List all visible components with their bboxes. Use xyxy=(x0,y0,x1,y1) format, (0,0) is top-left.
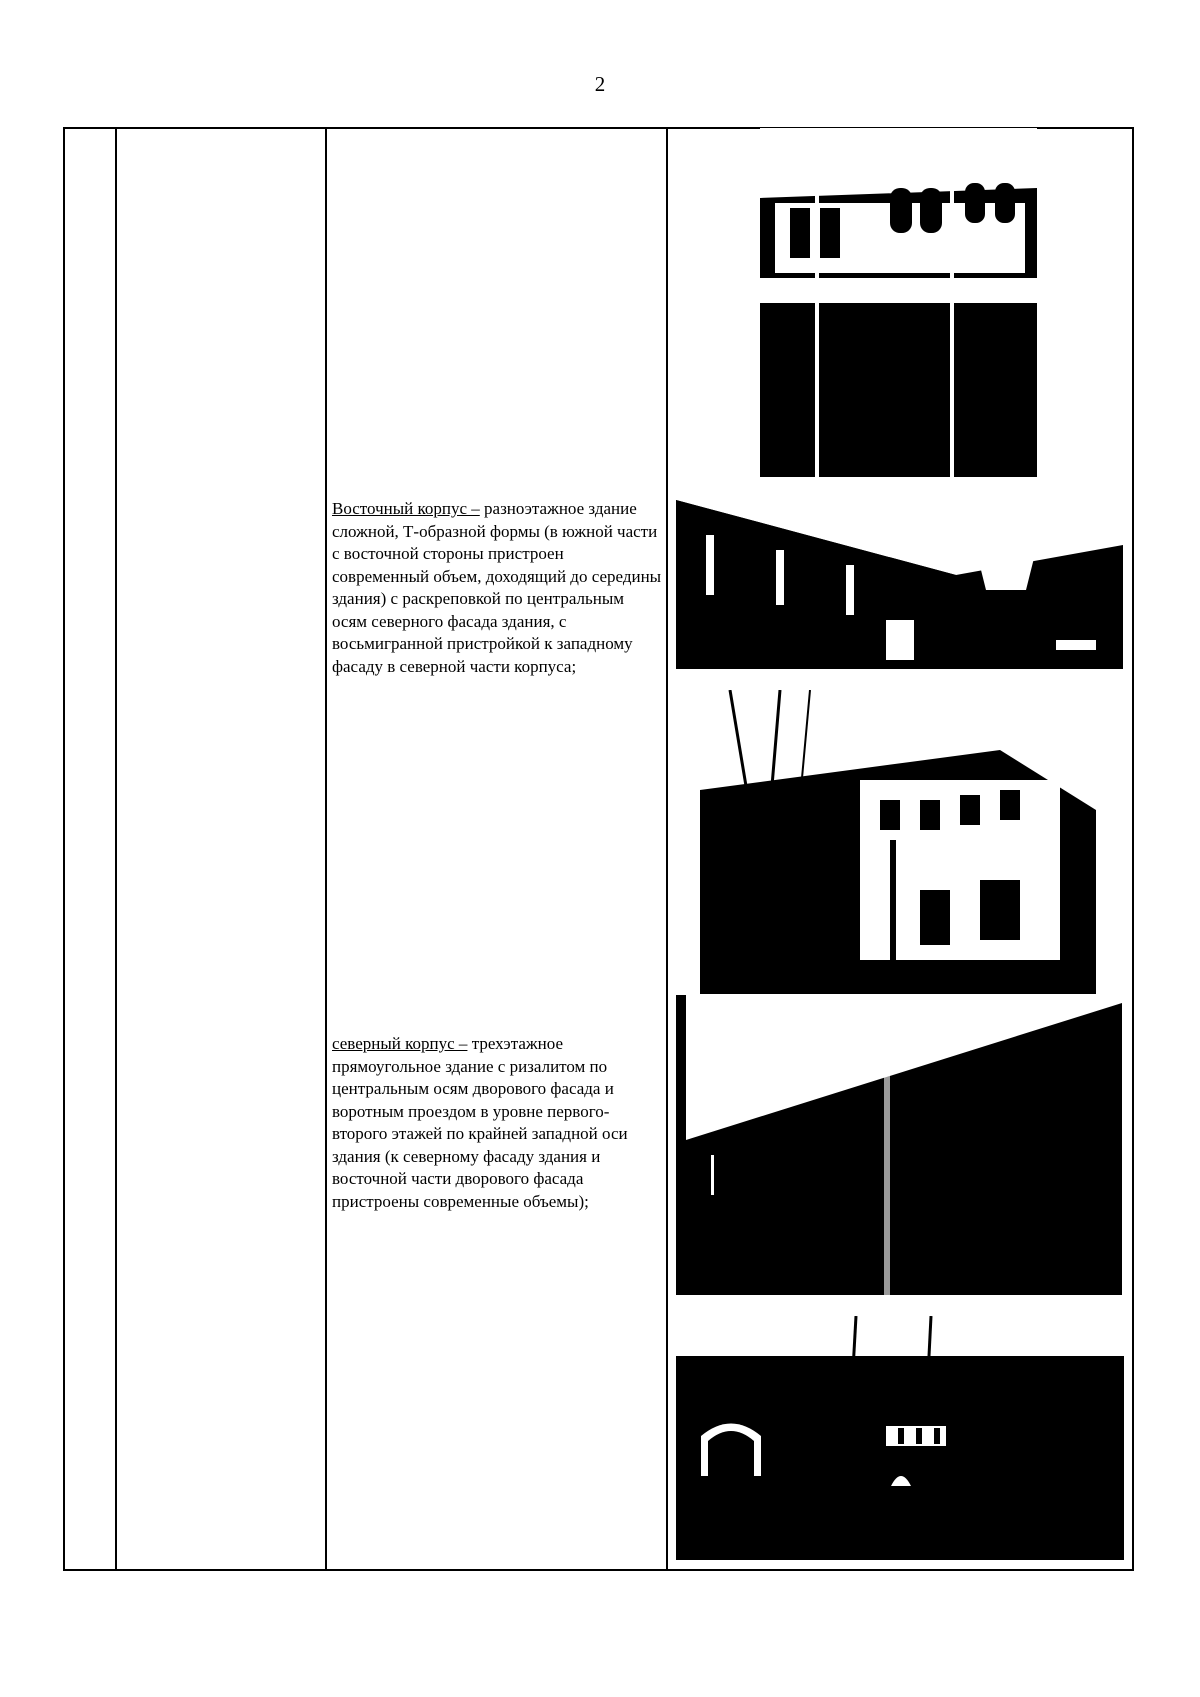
description-heading: Восточный корпус – xyxy=(332,499,480,518)
description-east-building xyxy=(332,498,662,678)
description-heading: северный корпус – xyxy=(332,1034,468,1053)
table-col-divider xyxy=(115,127,117,1571)
photo-north-building-courtyard xyxy=(676,1316,1124,1560)
table-col-divider xyxy=(325,127,327,1571)
table-col-divider xyxy=(1132,127,1134,1571)
description-text: трехэтажное прямоугольное здание с ризалитом по центральным осям дворового фасада и воротным проездом в уровне первого-второго этажей по крайней западной оси здания (к северному фасаду здания и восточной части дворового фасада пристроены современные объемы); xyxy=(332,1034,628,1211)
page-number: 2 xyxy=(594,72,606,96)
photo-east-building-with-trees xyxy=(700,690,1096,994)
table-col-divider xyxy=(666,127,668,1571)
photo-north-building-wall xyxy=(676,995,1122,1295)
table-bottom-border xyxy=(63,1569,1134,1571)
description-north-building xyxy=(332,1033,662,1213)
description-text: разноэтажное здание сложной, Т-образной формы (в южной части с восточной стороны пристроен современный объем, доходящий до середины здания) с раскреповкой по центральным осям северного фасада здания, с восьмигранной пристройкой к западному фасаду в северной части корпуса; xyxy=(332,499,662,676)
photo-east-building-street-view xyxy=(676,490,1123,669)
photo-building-facade-arches xyxy=(760,128,1037,477)
table-col-divider xyxy=(63,127,65,1571)
